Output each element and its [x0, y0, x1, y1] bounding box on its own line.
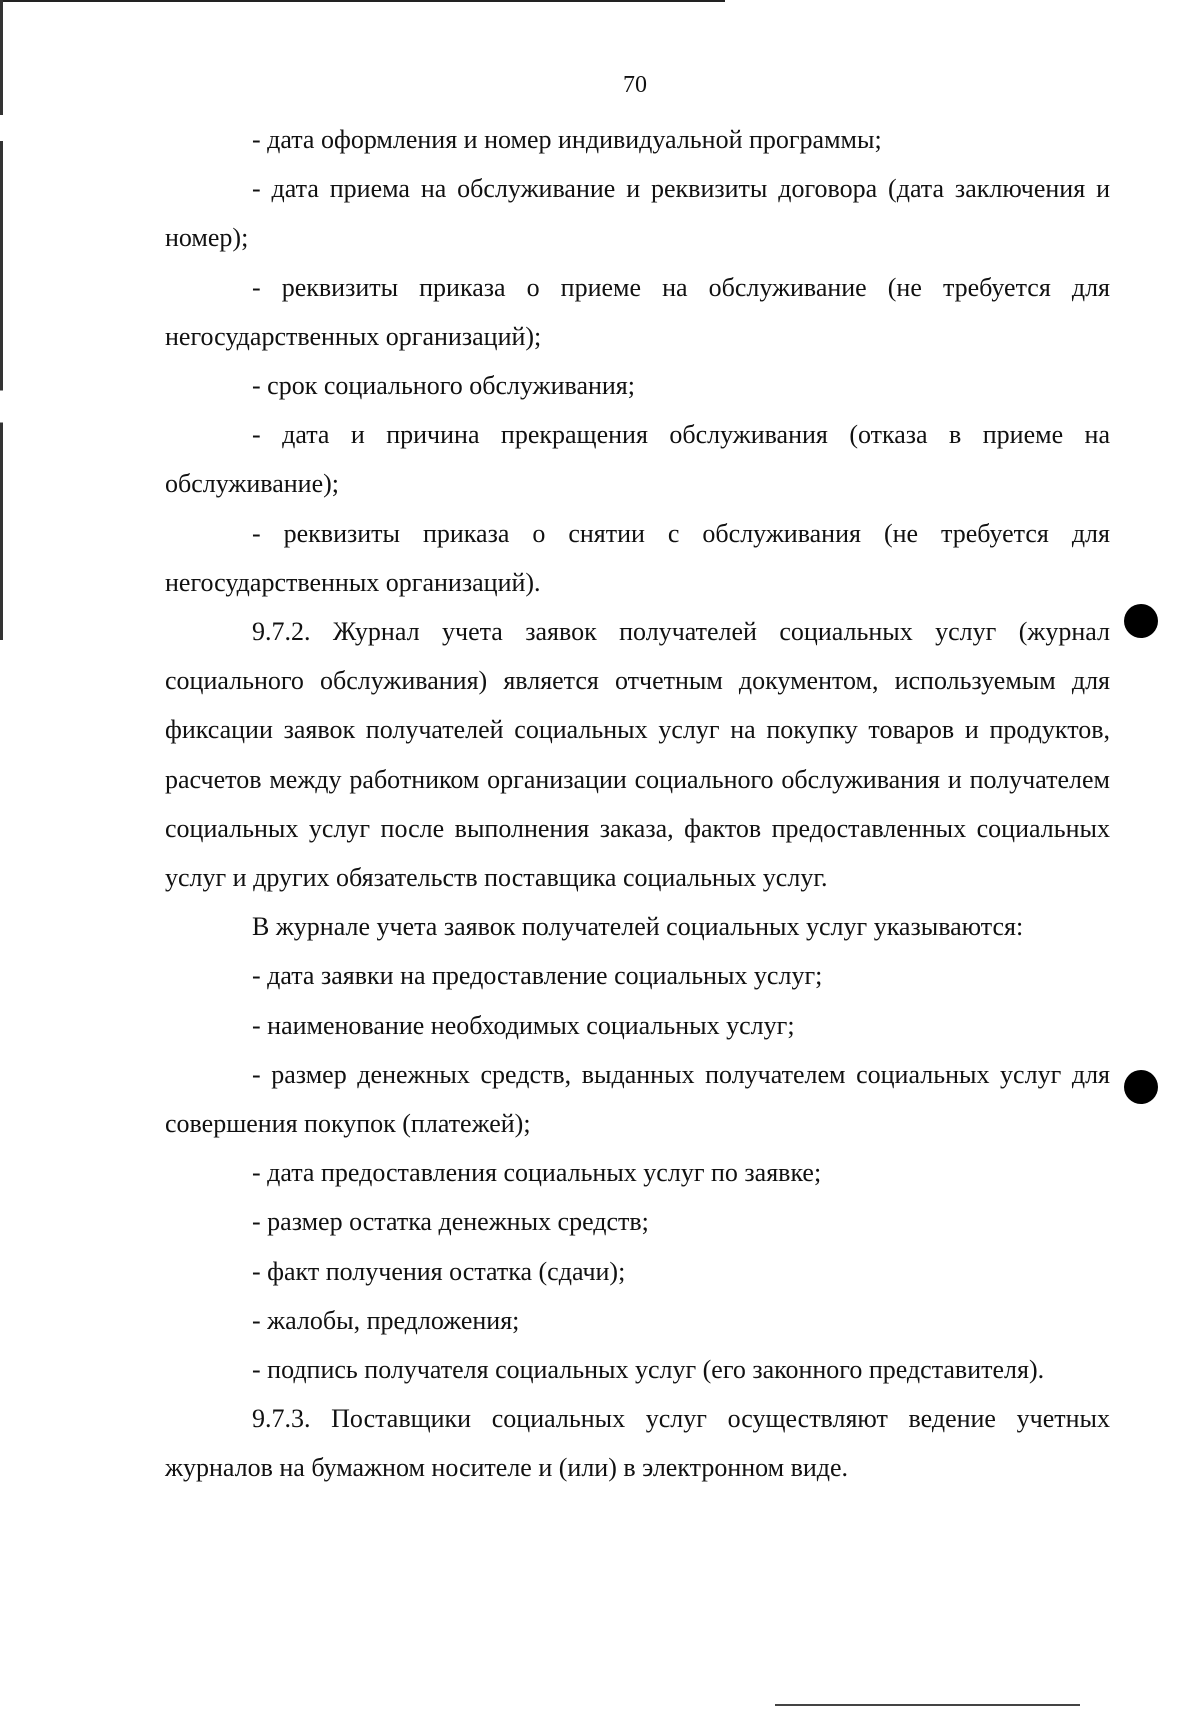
list-item: - срок социального обслуживания;: [252, 371, 635, 401]
list-item: - дата и причина прекращения обслуживания (отказа в приеме на обслуживание);: [165, 420, 1110, 499]
list-item: - реквизиты приказа о приеме на обслуживание (не требуется для негосударственных организаций);: [165, 272, 1110, 351]
list-item: - реквизиты приказа о снятии с обслуживания (не требуется для негосударственных организаций).: [165, 518, 1110, 597]
section-paragraph-9-7-3: 9.7.3. Поставщики социальных услуг осуществляют ведение учетных журналов на бумажном носителе и (или) в электронном виде.: [165, 1404, 1110, 1483]
list-item: - дата предоставления социальных услуг по заявке;: [252, 1158, 822, 1188]
scan-top-border: [0, 0, 725, 2]
list-item: - дата заявки на предоставление социальных услуг;: [252, 961, 823, 991]
intro-paragraph: В журнале учета заявок получателей социальных услуг указываются:: [252, 912, 1024, 942]
scan-bottom-border: [775, 1704, 1080, 1706]
list-item: - дата приема на обслуживание и реквизиты договора (дата заключения и номер);: [165, 174, 1110, 253]
body-text: [165, 115, 1110, 1493]
section-paragraph-9-7-2: 9.7.2. Журнал учета заявок получателей социальных услуг (журнал социального обслуживания) является отчетным документом, используемым для фиксации заявок получателей социальных услуг на покупку товаров и продуктов, расчетов между работником организации социального обслуживания и получателем социальных услуг после выполнения заказа, фактов предоставленных социальных услуг и других обязательств поставщика социальных услуг.: [165, 617, 1110, 893]
page-number: 70: [623, 72, 647, 98]
list-item: - дата оформления и номер индивидуальной программы;: [252, 125, 882, 154]
list-item: - наименование необходимых социальных услуг;: [252, 1010, 795, 1040]
hole-punch-mark: [1124, 604, 1158, 638]
list-item: - размер остатка денежных средств;: [252, 1207, 649, 1237]
list-item: - жалобы, предложения;: [252, 1305, 520, 1335]
hole-punch-mark: [1124, 1070, 1158, 1104]
list-item: - факт получения остатка (сдачи);: [252, 1256, 626, 1286]
list-item: - подпись получателя социальных услуг (его законного представителя).: [252, 1355, 1045, 1385]
list-item: - размер денежных средств, выданных получателем социальных услуг для совершения покупок (платежей);: [165, 1059, 1110, 1139]
